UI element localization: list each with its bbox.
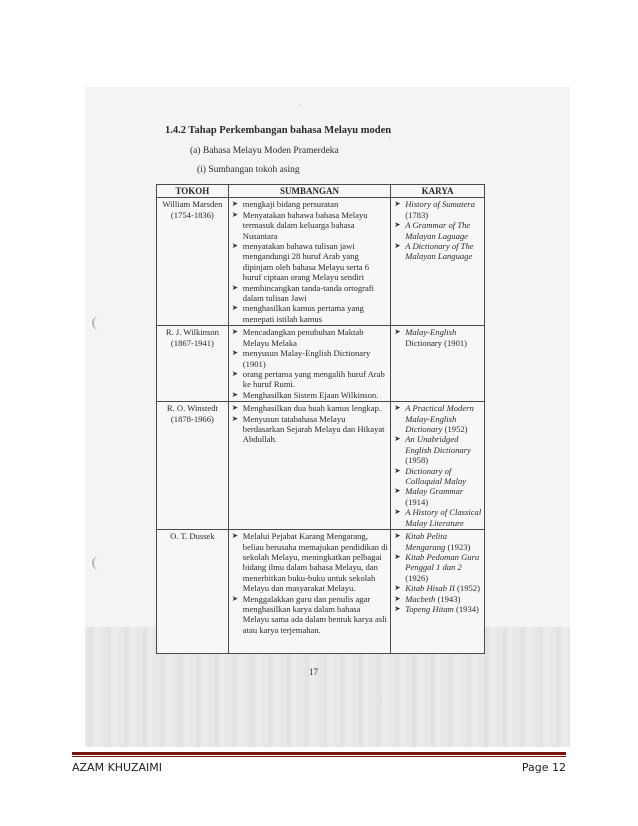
table-header-row	[157, 185, 485, 198]
list-item: ➤ Kitab Pelita Mengarang (1923)	[394, 531, 471, 552]
arrow-bullet-icon: ➤	[394, 241, 401, 251]
list-item: ➤ menyatakan bahawa tulisan jawi mengandungi 28 huruf Arab yang dipinjam oleh bahasa Melayu serta 6 huruf ciptaan orang Melayu sendiri	[231, 241, 370, 283]
arrow-bullet-icon: ➤	[394, 531, 401, 541]
list-item: ➤ Topeng Hitam (1934)	[394, 603, 479, 614]
list-item: ➤ Kitab Hisab II (1952)	[394, 583, 480, 594]
arrow-bullet-icon: ➤	[231, 282, 239, 292]
arrow-bullet-icon: ➤	[231, 199, 239, 209]
list-item: ➤ menyusun Malay-English Dictionary (1901)	[231, 348, 371, 369]
tokoh-cell	[157, 198, 229, 326]
arrow-bullet-icon: ➤	[394, 403, 401, 413]
karya-cell	[391, 402, 485, 530]
arrow-bullet-icon: ➤	[394, 434, 401, 444]
scan-speck: ·	[298, 101, 301, 110]
karya-cell	[391, 326, 485, 402]
list-item: ➤ Dictionary of Colloquial Malay	[394, 465, 467, 486]
arrow-bullet-icon: ➤	[394, 327, 401, 337]
list-item: ➤ menghasilkan kamus pertama yang menepati istilah kamus	[231, 303, 364, 324]
list-item: ➤ Melalui Pejabat Karang Mengarang, beliau berusaha memajukan pendidikan di sekolah Melayu, meningkatkan pelbagai bidang ilmu dalam bahasa Melayu, dan menerbitkan buku-buku untuk sekolah Melayu dan masyarakat Melayu.	[231, 531, 388, 594]
tokoh-years: (1754-1836)	[170, 209, 214, 220]
list-item: ➤ Mencadangkan penubuhan Maktab Melayu Melaka	[231, 327, 364, 348]
tokoh-years: (1878-1966)	[170, 413, 214, 424]
arrow-bullet-icon: ➤	[231, 403, 239, 413]
section-heading: 1.4.2 Tahap Perkembangan bahasa Melayu moden	[165, 125, 392, 136]
binder-hole	[92, 316, 102, 330]
table-row	[157, 530, 485, 654]
arrow-bullet-icon: ➤	[231, 327, 239, 337]
list-item: ➤ membincangkan tanda-tanda ortografi dalam tulisan Jawi	[231, 282, 375, 304]
arrow-bullet-icon: ➤	[394, 220, 401, 230]
list-item: ➤ Menyusun tatabahasa Melayu berdasarkan Sejarah Melayu dan Hikayat Abdullah.	[231, 413, 385, 445]
header-sumbangan: SUMBANGAN	[228, 185, 390, 198]
arrow-bullet-icon: ➤	[394, 486, 401, 496]
sumbangan-cell	[228, 402, 390, 530]
karya-cell	[391, 198, 485, 326]
arrow-bullet-icon: ➤	[394, 199, 401, 209]
list-item: ➤ Macbeth (1943)	[394, 593, 461, 604]
binder-hole	[92, 556, 102, 570]
tokoh-name: William Marsden	[162, 199, 223, 210]
arrow-bullet-icon: ➤	[231, 348, 239, 358]
header-karya: KARYA	[391, 185, 485, 198]
list-item: ➤ A Dictionary of The Malayan Language	[394, 241, 474, 262]
subheading-i: (i) Sumbangan tokoh asing	[197, 165, 300, 175]
footer-rule-thick	[72, 752, 566, 755]
scan-page-number: 17	[309, 667, 318, 677]
header-tokoh: TOKOH	[157, 185, 229, 198]
list-item: ➤ A Grammar of The Malayan Laguage	[394, 220, 471, 241]
list-item: ➤ Kitab Pedoman Guru Penggal 1 dan 2 (1926)	[394, 551, 480, 583]
tokoh-name: O. T. Dussek	[170, 531, 215, 542]
sumbangan-cell	[228, 198, 390, 326]
arrow-bullet-icon: ➤	[231, 303, 239, 313]
list-item: ➤ Menghasilkan Sistem Ejaan Wilkinson.	[231, 389, 379, 400]
list-item: ➤ History of Sumatera (1783)	[394, 199, 475, 220]
list-item: ➤ An Unabridged English Dictionary (1958)	[394, 434, 471, 466]
arrow-bullet-icon: ➤	[394, 593, 401, 603]
table-row	[157, 198, 485, 326]
tokoh-table	[156, 184, 485, 654]
sumbangan-cell	[228, 530, 390, 654]
arrow-bullet-icon: ➤	[394, 603, 401, 613]
table-row	[157, 326, 485, 402]
list-item: ➤ Malay Grammar (1914)	[394, 486, 464, 507]
footer-author: AZAM KHUZAIMI	[72, 761, 162, 774]
list-item: ➤ orang pertama yang mengalih huruf Arab ke huruf Rumi.	[231, 368, 385, 390]
list-item: ➤ A Practical Modern Malay-English Dictionary (1952)	[394, 403, 474, 434]
tokoh-years: (1867-1941)	[170, 337, 214, 348]
tokoh-name: R. O. Winstedt	[166, 403, 218, 414]
footer-rule-thin	[72, 756, 566, 757]
scan-speck: ·	[380, 697, 383, 706]
footer-page-label: Page 12	[521, 761, 566, 774]
sumbangan-cell	[228, 326, 390, 402]
list-item: ➤ Malay-English Dictionary (1901)	[394, 327, 468, 348]
list-item: ➤ mengkaji bidang persuratan	[231, 199, 339, 210]
list-item: ➤ Menyatakan bahawa bahasa Melayu termasuk dalam keluarga bahasa Nusantara	[231, 209, 368, 241]
arrow-bullet-icon: ➤	[394, 507, 401, 517]
tokoh-name: R. J. Wilkinson	[165, 327, 219, 338]
arrow-bullet-icon: ➤	[394, 583, 401, 593]
arrow-bullet-icon: ➤	[394, 465, 401, 475]
arrow-bullet-icon: ➤	[231, 531, 239, 541]
subheading-a: (a) Bahasa Melayu Moden Pramerdeka	[190, 146, 339, 156]
tokoh-cell	[157, 326, 229, 402]
list-item: ➤ Menghasilkan dua buah kamus lengkap.	[231, 403, 381, 414]
tokoh-cell	[157, 402, 229, 530]
arrow-bullet-icon: ➤	[231, 593, 239, 603]
arrow-bullet-icon: ➤	[231, 389, 239, 399]
tokoh-cell	[157, 530, 229, 654]
arrow-bullet-icon: ➤	[394, 551, 401, 561]
arrow-bullet-icon: ➤	[231, 241, 239, 251]
scan-speck: ·	[388, 134, 391, 143]
karya-cell	[391, 530, 485, 654]
table-row	[157, 402, 485, 530]
list-item: ➤ Menggalakkan guru dan penulis agar menghasilkan karya dalam bahasa Melayu sama ada dalam bentuk karya asli atau karya terjemahan.	[231, 593, 387, 635]
list-item: ➤ A History of Classical Malay Literature	[394, 507, 482, 528]
arrow-bullet-icon: ➤	[231, 413, 239, 423]
arrow-bullet-icon: ➤	[231, 209, 239, 219]
arrow-bullet-icon: ➤	[231, 368, 239, 378]
